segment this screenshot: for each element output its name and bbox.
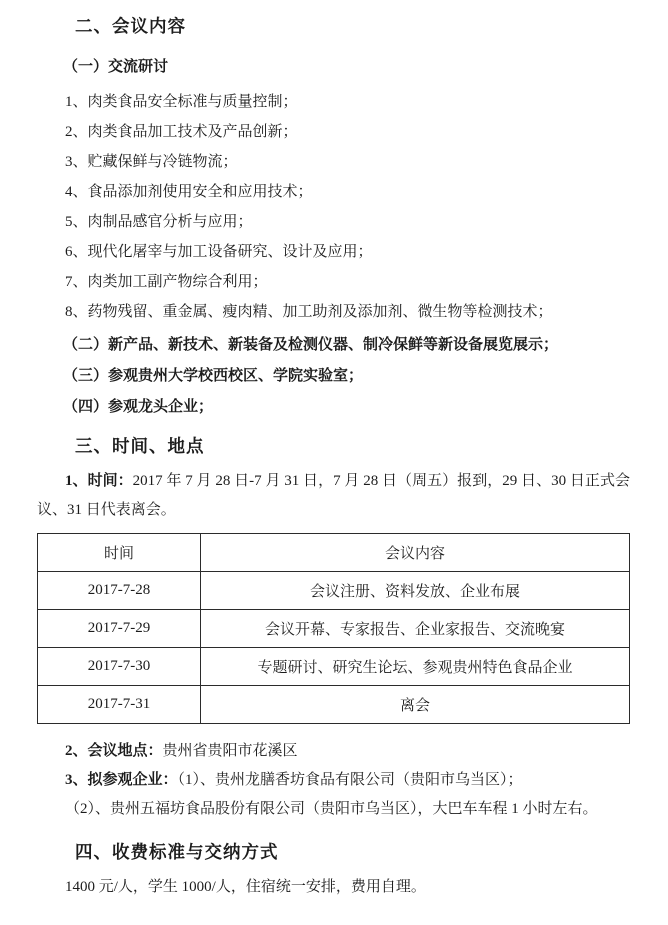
table-cell-activity: 会议注册、资料发放、企业布展 <box>200 572 629 610</box>
time-text: 2017 年 7 月 28 日-7 月 31 日，7 月 28 日（周五）报到，29 日、30 日正式会议、31 日代表离会。 <box>37 473 630 518</box>
location-label: 2、会议地点： <box>65 743 163 759</box>
section-heading-time-location: 三、时间、地点 <box>75 436 205 456</box>
table-row <box>38 686 630 724</box>
table-cell-date: 2017-7-28 <box>38 572 201 610</box>
visits-label: 3、拟参观企业： <box>65 772 178 788</box>
table-row <box>38 648 630 686</box>
list-item: 7、肉类加工副产物综合利用； <box>65 274 268 290</box>
location-paragraph <box>37 737 630 766</box>
subsection-exhibition: （二）新产品、新技术、新装备及检测仪器、制冷保鲜等新设备展览展示； <box>63 337 559 353</box>
fees-paragraph: 1400 元/人，学生 1000/人，住宿统一安排，费用自理。 <box>65 879 426 895</box>
list-item: 1、肉类食品安全标准与质量控制； <box>65 94 298 110</box>
visits-paragraph-2: （2）、贵州五福坊食品股份有限公司（贵阳市乌当区），大巴车车程 1 小时左右。 <box>65 801 598 817</box>
table-cell-activity: 离会 <box>200 686 629 724</box>
time-paragraph <box>37 467 630 525</box>
table-cell-date: 2017-7-31 <box>38 686 201 724</box>
section-heading-fees: 四、收费标准与交纳方式 <box>75 842 279 862</box>
list-item: 3、贮藏保鲜与冷链物流； <box>65 154 238 170</box>
list-item: 8、药物残留、重金属、瘦肉精、加工助剂及添加剂、微生物等检测技术； <box>65 304 553 320</box>
visits-paragraph <box>37 766 630 795</box>
schedule-table <box>37 533 630 724</box>
section-heading-meeting-content: 二、会议内容 <box>75 16 186 36</box>
subsection-enterprise-visit: （四）参观龙头企业； <box>63 399 214 415</box>
discussion-topic-list <box>37 87 630 327</box>
list-item: 2、肉类食品加工技术及产品创新； <box>65 124 298 140</box>
table-header-time: 时间 <box>38 534 201 572</box>
subsection-heading-discussion: （一）交流研讨 <box>63 59 169 75</box>
visits-text: （1）、贵州龙膳香坊食品有限公司（贵阳市乌当区）； <box>177 772 523 788</box>
table-header-row <box>38 534 630 572</box>
table-row <box>38 572 630 610</box>
list-item: 4、食品添加剂使用安全和应用技术； <box>65 184 313 200</box>
time-label: 1、时间： <box>65 473 133 489</box>
table-header-content: 会议内容 <box>200 534 629 572</box>
table-cell-activity: 专题研讨、研究生论坛、参观贵州特色食品企业 <box>200 648 629 686</box>
table-cell-date: 2017-7-30 <box>38 648 201 686</box>
subsection-campus-visit: （三）参观贵州大学校西校区、学院实验室； <box>63 368 364 384</box>
location-text: 贵州省贵阳市花溪区 <box>162 743 298 759</box>
list-item: 5、肉制品感官分析与应用； <box>65 214 253 230</box>
table-cell-date: 2017-7-29 <box>38 610 201 648</box>
list-item: 6、现代化屠宰与加工设备研究、设计及应用； <box>65 244 373 260</box>
table-cell-activity: 会议开幕、专家报告、企业家报告、交流晚宴 <box>200 610 629 648</box>
table-row <box>38 610 630 648</box>
